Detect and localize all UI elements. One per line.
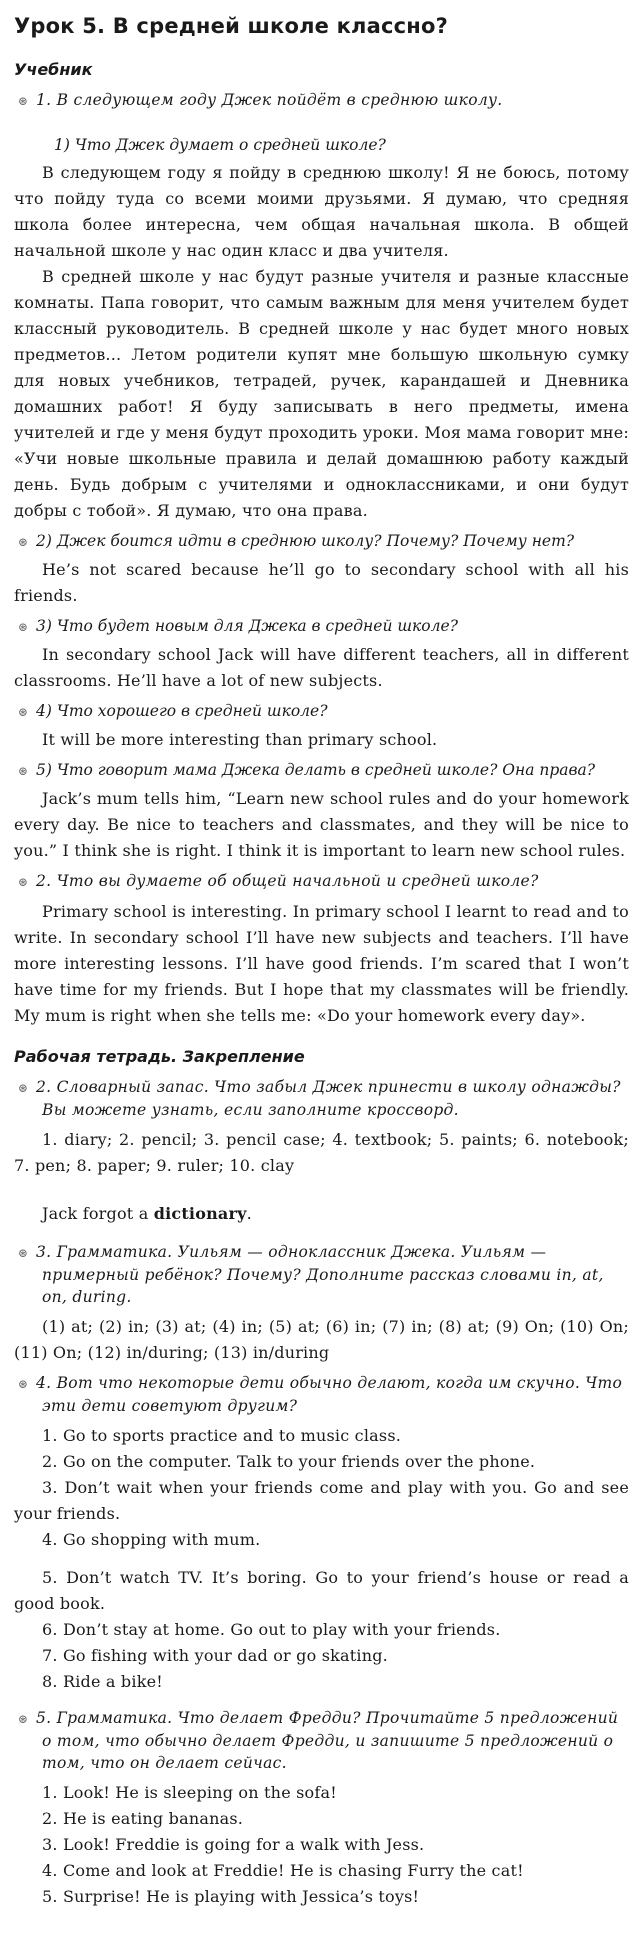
task-heading [14,870,629,893]
list-item: 4. Come and look at Freddie! He is chasing Furry the cat! [42,1861,524,1880]
list-item: 1. Go to sports practice and to music class. [42,1426,402,1445]
answer-paragraph: 1. diary; 2. pencil; 3. pencil case; 4. textbook; 5. paints; 6. notebook; 7. pen; 8. paper; 9. ruler; 10. clay [14,1130,629,1175]
question-text: 2) Джек боится идти в среднюю школу? Почему? Почему нет? [36,532,575,550]
task-text: 5. Грамматика. Что делает Фредди? Прочитайте 5 предложений о том, что обычно делает Фредди, и запишите 5 предложений о том, что он делает сейчас. [36,1709,619,1772]
list-item: 6. Don’t stay at home. Go out to play with your friends. [42,1620,501,1639]
list-item: 8. Ride a bike! [42,1672,163,1691]
answer-paragraph: It will be more interesting than primary school. [42,730,438,749]
bullet-icon: ⊛ [18,620,29,634]
question-text: 3) Что будет новым для Джека в средней школе? [36,617,458,635]
list-item: 3. Don’t wait when your friends come and play with you. Go and see your friends. [14,1478,629,1523]
answer-paragraph: He’s not scared because he’ll go to secondary school with all his friends. [14,560,629,605]
answer-list [14,1780,629,1910]
answer-keyword: dictionary [153,1204,247,1223]
task-text: 3. Грамматика. Уильям — одноклассник Джека. Уильям — примерный ребёнок? Почему? Дополните рассказ словами in, at, on, during. [36,1243,604,1306]
bullet-icon: ⊛ [18,1377,29,1391]
answer-paragraph: Primary school is interesting. In primary school I learnt to read and to write. In secondary school I’ll have new subjects and teachers. I’ll have more interesting lessons. I’ll have good friends. I’m scared that I won’t have time for my friends. But I hope that my classmates will be friendly. My mum is right when she tells me: «Do your homework every day». [14,902,629,1025]
list-item: 3. Look! Freddie is going for a walk with Jess. [42,1835,425,1854]
answer-paragraph: In secondary school Jack will have different teachers, all in different classrooms. He’ll have a lot of new subjects. [14,645,629,690]
task-heading [14,89,629,112]
task-heading [14,1707,629,1774]
task-text: 2. Словарный запас. Что забыл Джек принести в школу однажды? Вы можете узнать, если заполните кроссворд. [36,1078,621,1119]
section-workbook: Рабочая тетрадь. Закрепление [14,1047,305,1066]
bullet-icon: ⊛ [18,705,29,719]
answer-text: Jack forgot a [42,1204,154,1223]
bullet-icon: ⊛ [18,94,29,108]
question-text: 5) Что говорит мама Джека делать в средней школе? Она права? [36,761,596,779]
answer-paragraph: В следующем году я пойду в среднюю школу! Я не боюсь, потому что пойду туда со всеми моими друзьями. Я думаю, что средняя школа более интересна, чем общая начальная школа. В общей начальной школе у нас один класс и два учителя. [14,163,629,260]
list-item: 2. He is eating bananas. [42,1809,244,1828]
task-heading [14,1372,629,1417]
bullet-icon: ⊛ [18,1081,29,1095]
answer-paragraph: Jack’s mum tells him, “Learn new school rules and do your homework every day. Be nice to teachers and classmates, and they will be nice to you.” I think she is right. I think it is important to learn new school rules. [14,789,629,860]
bullet-icon: ⊛ [18,764,29,778]
task-text: 2. Что вы думаете об общей начальной и средней школе? [36,872,539,890]
task-text: 4. Вот что некоторые дети обычно делают, когда им скучно. Что эти дети советуют другим? [36,1374,623,1415]
list-item: 2. Go on the computer. Talk to your friends over the phone. [42,1452,536,1471]
bullet-icon: ⊛ [18,1712,29,1726]
task-text: 1. В следующем году Джек пойдёт в среднюю школу. [36,91,503,109]
list-item: 5. Don’t watch TV. It’s boring. Go to your friend’s house or read a good book. [14,1568,629,1613]
bullet-icon: ⊛ [18,875,29,889]
task-heading [14,1241,629,1308]
list-item: 4. Go shopping with mum. [42,1530,261,1549]
lesson-title: Урок 5. В средней школе классно? [14,14,449,38]
list-item: 1. Look! He is sleeping on the sofa! [42,1783,337,1802]
question [14,759,629,782]
bullet-icon: ⊛ [18,1246,29,1260]
question: 1) Что Джек думает о средней школе? [54,136,386,154]
task-heading [14,1076,629,1121]
question [14,530,629,553]
question [14,615,629,638]
answer-paragraph [14,1201,629,1227]
question-text: 4) Что хорошего в средней школе? [36,702,328,720]
bullet-icon: ⊛ [18,535,29,549]
answer-list [14,1423,629,1695]
question [14,700,629,723]
list-item: 7. Go fishing with your dad or go skating. [42,1646,388,1665]
answer-paragraph: В средней школе у нас будут разные учителя и разные классные комнаты. Папа говорит, что самым важным для меня учителем будет классный руководитель. В средней школе у нас будет много новых предметов... Летом родители купят мне большую школьную сумку для новых учебников, тетрадей, ручек, карандашей и Дневника домашних работ! Я буду записывать в него предметы, имена учителей и где у меня будут проходить уроки. Моя мама говорит мне: «Учи новые школьные правила и делай домашнюю работу каждый день. Будь добрым с учителями и одноклассниками, и они будут добры с тобой». Я думаю, что она права. [14,267,629,520]
section-textbook: Учебник [14,60,93,79]
answer-text: . [246,1204,252,1223]
list-item: 5. Surprise! He is playing with Jessica’s toys! [42,1887,420,1906]
answer-paragraph: (1) at; (2) in; (3) at; (4) in; (5) at; (6) in; (7) in; (8) at; (9) On; (10) On; (11) On; (12) in/during; (13) in/during [14,1317,629,1362]
